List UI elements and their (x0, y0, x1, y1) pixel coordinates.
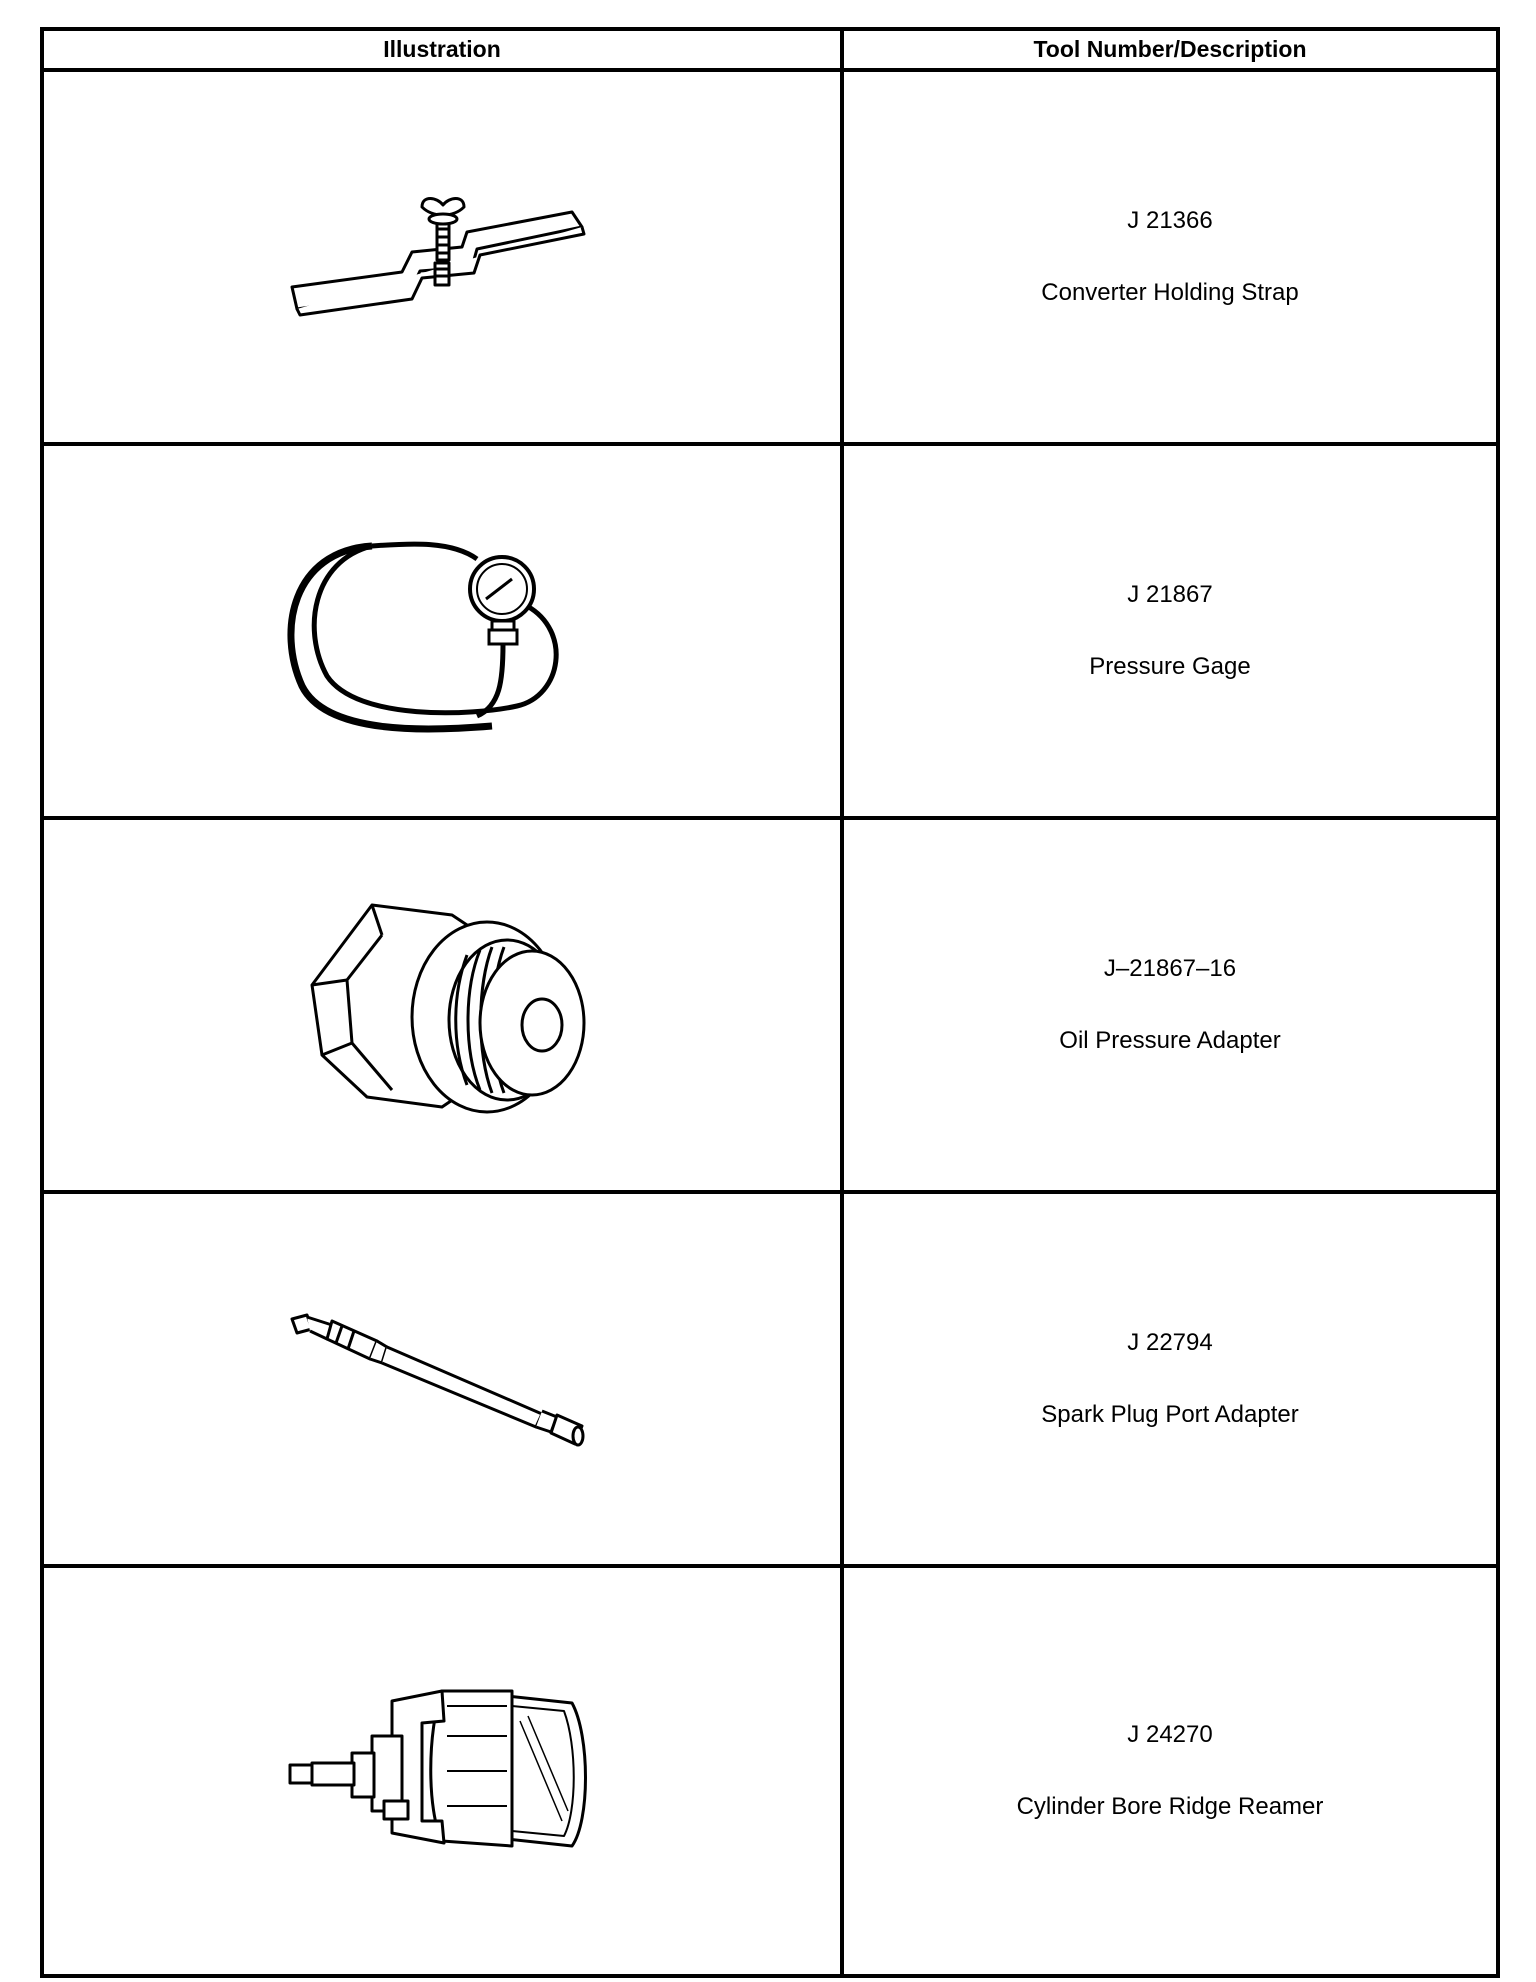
tool-description: Oil Pressure Adapter (1059, 1027, 1281, 1054)
illustration-cell (42, 70, 842, 444)
illustration-cell (42, 818, 842, 1192)
converter-holding-strap-icon (272, 157, 612, 357)
illustration-header: Illustration (42, 29, 842, 70)
illustration-cell (42, 1192, 842, 1566)
tool-number: J 24270 (1127, 1721, 1213, 1748)
table-row (42, 1192, 1498, 1566)
tool-description: Spark Plug Port Adapter (1041, 1401, 1299, 1428)
tool-description: Pressure Gage (1089, 653, 1251, 680)
table-row (42, 444, 1498, 818)
tool-cell (842, 1566, 1498, 1976)
tool-number: J–21867–16 (1103, 955, 1237, 982)
tools-table (40, 27, 1500, 1978)
table-row (42, 818, 1498, 1192)
illustration-cell (42, 444, 842, 818)
pressure-gage-icon (272, 511, 612, 751)
tool-description: Converter Holding Strap (1041, 279, 1299, 306)
tool-cell (842, 70, 1498, 444)
tool-cell (842, 818, 1498, 1192)
tool-cell (842, 444, 1498, 818)
tool-description: Cylinder Bore Ridge Reamer (1016, 1793, 1324, 1820)
oil-pressure-adapter-icon (292, 875, 592, 1135)
table-row (42, 1566, 1498, 1976)
table-header-row (42, 29, 1498, 70)
illustration-cell (42, 1566, 842, 1976)
table-row (42, 70, 1498, 444)
tool-number: J 21867 (1127, 581, 1213, 608)
tool-header: Tool Number/Description (842, 29, 1498, 70)
tool-number: J 21366 (1127, 207, 1213, 234)
tool-cell (842, 1192, 1498, 1566)
tool-number: J 22794 (1127, 1329, 1213, 1356)
cylinder-bore-ridge-reamer-icon (272, 1661, 612, 1881)
spark-plug-port-adapter-icon (272, 1299, 612, 1459)
